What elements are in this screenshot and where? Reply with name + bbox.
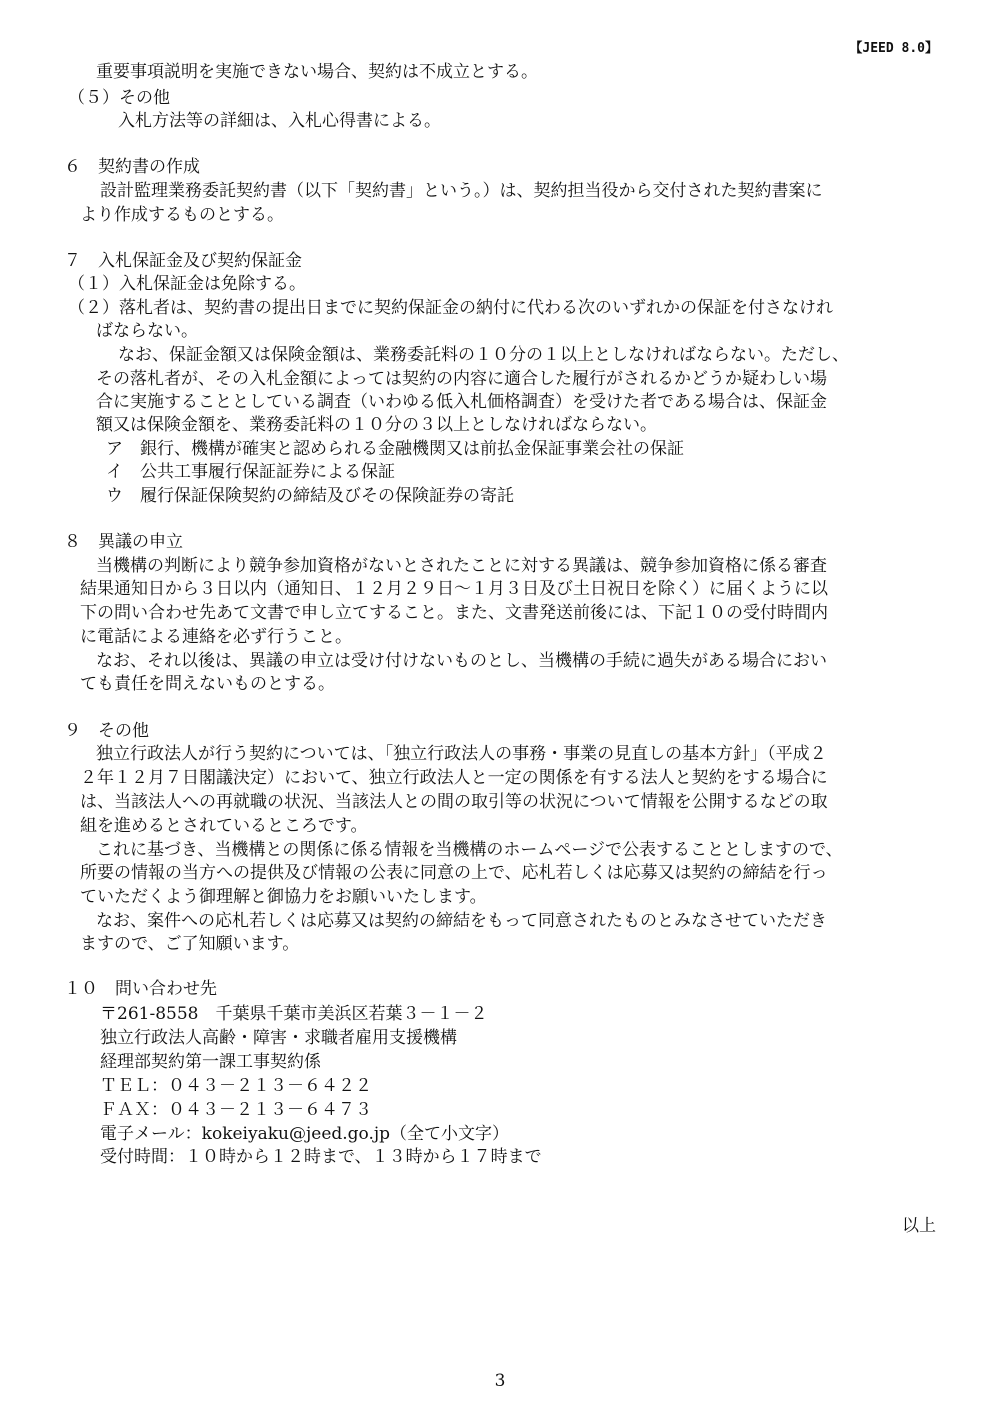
list-item: イ 公共工事履行保証証券による保証 [106, 462, 395, 482]
text-line: なお、保証金額又は保険金額は、業務委託料の１０分の１以上としなければならない。ただし、 [118, 345, 849, 365]
subsection-heading: （２）落札者は、契約書の提出日までに契約保証金の納付に代わる次のいずれかの保証を付さなけれ [68, 298, 833, 318]
text-line: 重要事項説明を実施できない場合、契約は不成立とする。 [96, 62, 538, 82]
contact-email: 電子メール：kokeiyaku@jeed.go.jp（全て小文字） [100, 1124, 510, 1144]
text-line: 所要の情報の当方への提供及び情報の公表に同意の上で、応札若しくは応募又は契約の締結を行っ [80, 863, 828, 883]
text-line: これに基づき、当機構との関係に係る情報を当機構のホームページで公表することとしますので、 [96, 840, 843, 860]
text-line: より作成するものとする。 [80, 205, 284, 225]
text-line: ていただくよう御理解と御協力をお願いいたします。 [80, 887, 487, 907]
text-line: 合に実施することとしている調査（いわゆる低入札価格調査）を受けた者である場合は、保証金 [96, 392, 827, 412]
section-heading: ７ 入札保証金及び契約保証金 [64, 251, 302, 271]
subsection-heading: （５）その他 [68, 88, 170, 108]
text-line: 組を進めるとされているところです。 [80, 816, 368, 836]
text-line: に電話による連絡を必ず行うこと。 [80, 627, 352, 647]
text-line: ても責任を問えないものとする。 [80, 674, 335, 694]
text-line: 設計監理業務委託契約書（以下「契約書」という。）は、契約担当役から交付された契約書案に [100, 181, 823, 201]
contact-address: 〒261-8558 千葉県千葉市美浜区若葉３－１－２ [100, 1004, 488, 1024]
text-line: ばならない。 [96, 321, 198, 341]
text-line: 入札方法等の詳細は、入札心得書による。 [118, 111, 441, 131]
section-heading: ６ 契約書の作成 [64, 157, 200, 177]
document-version-tag: 【JEED 8.0】 [849, 41, 938, 56]
text-line: 結果通知日から３日以内（通知日、１２月２９日～１月３日及び土日祝日を除く）に届くように以 [80, 579, 828, 599]
list-item: ウ 履行保証保険契約の締結及びその保険証券の寄託 [106, 486, 514, 506]
section-heading: ８ 異議の申立 [64, 532, 183, 552]
list-item: ア 銀行、機構が確実と認められる金融機関又は前払金保証事業会社の保証 [106, 439, 684, 459]
text-line: ２年１２月７日閣議決定）において、独立行政法人と一定の関係を有する法人と契約をする場合に [80, 768, 828, 788]
text-line: なお、案件への応札若しくは応募又は契約の締結をもって同意されたものとみなさせていただき [96, 911, 827, 931]
text-line: 独立行政法人が行う契約については、「独立行政法人の事務・事業の見直しの基本方針」（平成２ [96, 744, 827, 764]
text-line: ますので、ご了知願います。 [80, 934, 300, 954]
text-line: 下の問い合わせ先あて文書で申し立てすること。また、文書発送前後には、下記１０の受付時間内 [80, 603, 828, 623]
contact-hours: 受付時間：１０時から１２時まで、１３時から１７時まで [100, 1147, 542, 1167]
contact-organization: 独立行政法人高齢・障害・求職者雇用支援機構 [100, 1028, 457, 1048]
subsection-heading: （１）入札保証金は免除する。 [68, 274, 306, 294]
text-line: 額又は保険金額を、業務委託料の１０分の３以上としなければならない。 [96, 415, 657, 435]
page-number: 3 [494, 1371, 506, 1391]
contact-department: 経理部契約第一課工事契約係 [100, 1052, 321, 1072]
text-line: なお、それ以後は、異議の申立は受け付けないものとし、当機構の手続に過失がある場合におい [96, 651, 827, 671]
section-heading: ９ その他 [64, 721, 149, 741]
text-line: は、当該法人への再就職の状況、当該法人との間の取引等の状況について情報を公開するなどの取 [80, 792, 828, 812]
section-heading: １０ 問い合わせ先 [64, 979, 217, 999]
text-line: その落札者が、その入札金額によっては契約の内容に適合した履行がされるかどうか疑わしい場 [96, 369, 827, 389]
closing-mark: 以上 [902, 1216, 936, 1236]
contact-tel: ＴＥＬ：０４３－２１３－６４２２ [100, 1076, 372, 1096]
text-line: 当機構の判断により競争参加資格がないとされたことに対する異議は、競争参加資格に係る審査 [96, 556, 827, 576]
contact-fax: ＦＡＸ：０４３－２１３－６４７３ [100, 1100, 372, 1120]
